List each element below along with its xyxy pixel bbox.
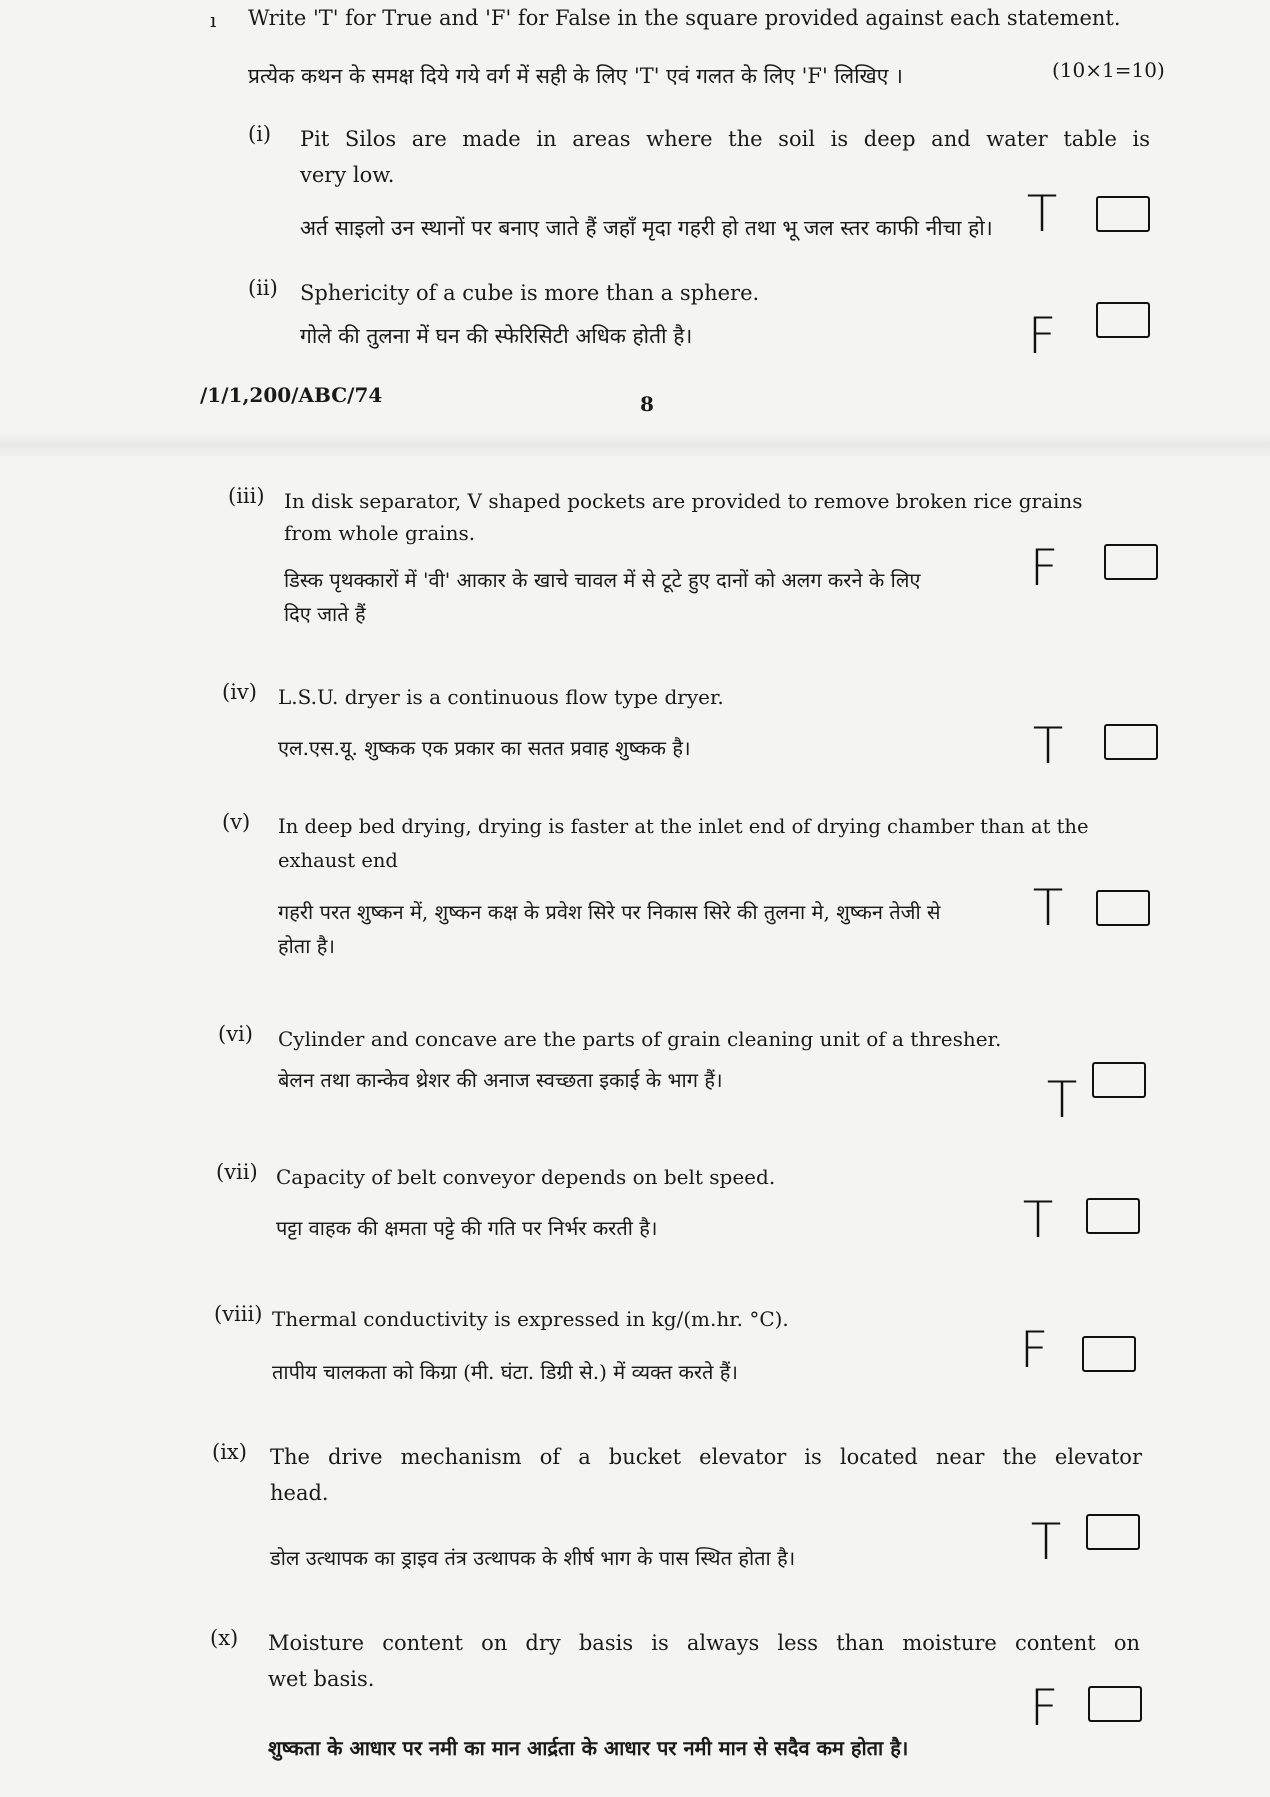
page-number: 8 (640, 392, 654, 416)
question-number: (viii) (214, 1302, 263, 1326)
answer-mark: T (1030, 1513, 1062, 1571)
header-bullet: ı (210, 8, 217, 32)
question-text-en: The drive mechanism of a bucket elevator is located near the elevator (270, 1445, 1142, 1469)
answer-box[interactable] (1092, 1062, 1146, 1098)
answer-box[interactable] (1086, 1514, 1140, 1550)
question-number: (v) (222, 810, 251, 834)
answer-box[interactable] (1104, 724, 1158, 760)
question-text-en: from whole grains. (284, 521, 476, 545)
question-text-en: exhaust end (278, 849, 398, 872)
question-number: (i) (248, 122, 272, 146)
question-text-hi: तापीय चालकता को किग्रा (मी. घंटा. डिग्री से.) में व्यक्त करते हैं। (272, 1360, 738, 1384)
question-text-en: Cylinder and concave are the parts of grain cleaning unit of a thresher. (278, 1027, 1002, 1051)
answer-box[interactable] (1096, 890, 1150, 926)
answer-box[interactable] (1086, 1198, 1140, 1234)
answer-mark: F (1029, 539, 1059, 597)
question-text-en: L.S.U. dryer is a continuous flow type dryer. (278, 685, 724, 709)
question-text-en: In disk separator, V shaped pockets are provided to remove broken rice grains (284, 489, 1083, 513)
question-text-en: In deep bed drying, drying is faster at the inlet end of drying chamber than at the (278, 815, 1089, 838)
answer-mark: T (1022, 1191, 1054, 1249)
question-number: (x) (210, 1626, 239, 1650)
answer-mark: T (1032, 717, 1064, 775)
question-number: (vii) (216, 1160, 258, 1184)
question-text-en: Capacity of belt conveyor depends on belt speed. (276, 1165, 776, 1189)
paper-code: /1/1,200/ABC/74 (200, 383, 383, 407)
answer-mark: F (1019, 1321, 1049, 1379)
answer-box[interactable] (1088, 1686, 1142, 1722)
question-text-hi: होता है। (278, 934, 335, 958)
page-break (0, 434, 1270, 456)
answer-box[interactable] (1096, 302, 1150, 338)
question-text-hi: गहरी परत शुष्कन में, शुष्कन कक्ष के प्रवेश सिरे पर निकास सिरे की तुलना मे, शुष्कन तेजी से (278, 900, 941, 924)
instruction-hindi: प्रत्येक कथन के समक्ष दिये गये वर्ग में सही के लिए 'T' एवं गलत के लिए 'F' लिखिए । (248, 64, 903, 88)
marks-label: (10×1=10) (1052, 58, 1165, 82)
question-text-en: Moisture content on dry basis is always less than moisture content on (268, 1631, 1140, 1655)
question-number: (ii) (248, 276, 278, 300)
question-text-en: Pit Silos are made in areas where the soil is deep and water table is (300, 127, 1150, 151)
question-number: (vi) (218, 1022, 253, 1046)
question-text-hi: पट्टा वाहक की क्षमता पट्टे की गति पर निर्भर करती है। (276, 1216, 658, 1240)
question-text-hi: एल.एस.यू. शुष्कक एक प्रकार का सतत प्रवाह शुष्कक है। (278, 736, 691, 760)
question-text-en: wet basis. (268, 1667, 375, 1691)
question-text-en: Thermal conductivity is expressed in kg/(m.hr. °C). (272, 1307, 789, 1331)
instruction-english: Write 'T' for True and 'F' for False in the square provided against each statement. (248, 6, 1121, 30)
question-text-hi: डोल उत्थापक का ड्राइव तंत्र उत्थापक के शीर्ष भाग के पास स्थित होता है। (270, 1546, 796, 1570)
question-text-hi: डिस्क पृथक्कारों में 'वी' आकार के खाचे चावल में से टूटे हुए दानों को अलग करने के लिए (284, 568, 921, 592)
question-text-hi: अर्त साइलो उन स्थानों पर बनाए जाते हैं जहाँ मृदा गहरी हो तथा भू जल स्तर काफी नीचा हो। (300, 216, 993, 240)
answer-mark: T (1032, 879, 1064, 937)
question-text-hi: बेलन तथा कान्केव थ्रेशर की अनाज स्वच्छता इकाई के भाग हैं। (278, 1068, 723, 1092)
question-text-hi: दिए जाते हैं (284, 602, 366, 626)
question-text-hi: गोले की तुलना में घन की स्फेरिसिटी अधिक होती है। (300, 324, 693, 348)
question-number: (iii) (228, 484, 265, 508)
answer-box[interactable] (1096, 196, 1150, 232)
question-number: (ix) (212, 1440, 247, 1464)
answer-mark: T (1026, 185, 1058, 243)
question-number: (iv) (222, 680, 257, 704)
question-text-en: head. (270, 1481, 329, 1505)
answer-mark: F (1029, 1679, 1059, 1737)
answer-box[interactable] (1082, 1336, 1136, 1372)
question-text-hi: शुष्कता के आधार पर नमी का मान आर्द्रता के आधार पर नमी मान से सदैव कम होता है। (268, 1736, 909, 1760)
answer-mark: T (1046, 1071, 1078, 1129)
answer-box[interactable] (1104, 544, 1158, 580)
question-text-en: Sphericity of a cube is more than a sphere. (300, 281, 760, 305)
question-text-en: very low. (300, 163, 395, 187)
answer-mark: F (1027, 307, 1057, 365)
